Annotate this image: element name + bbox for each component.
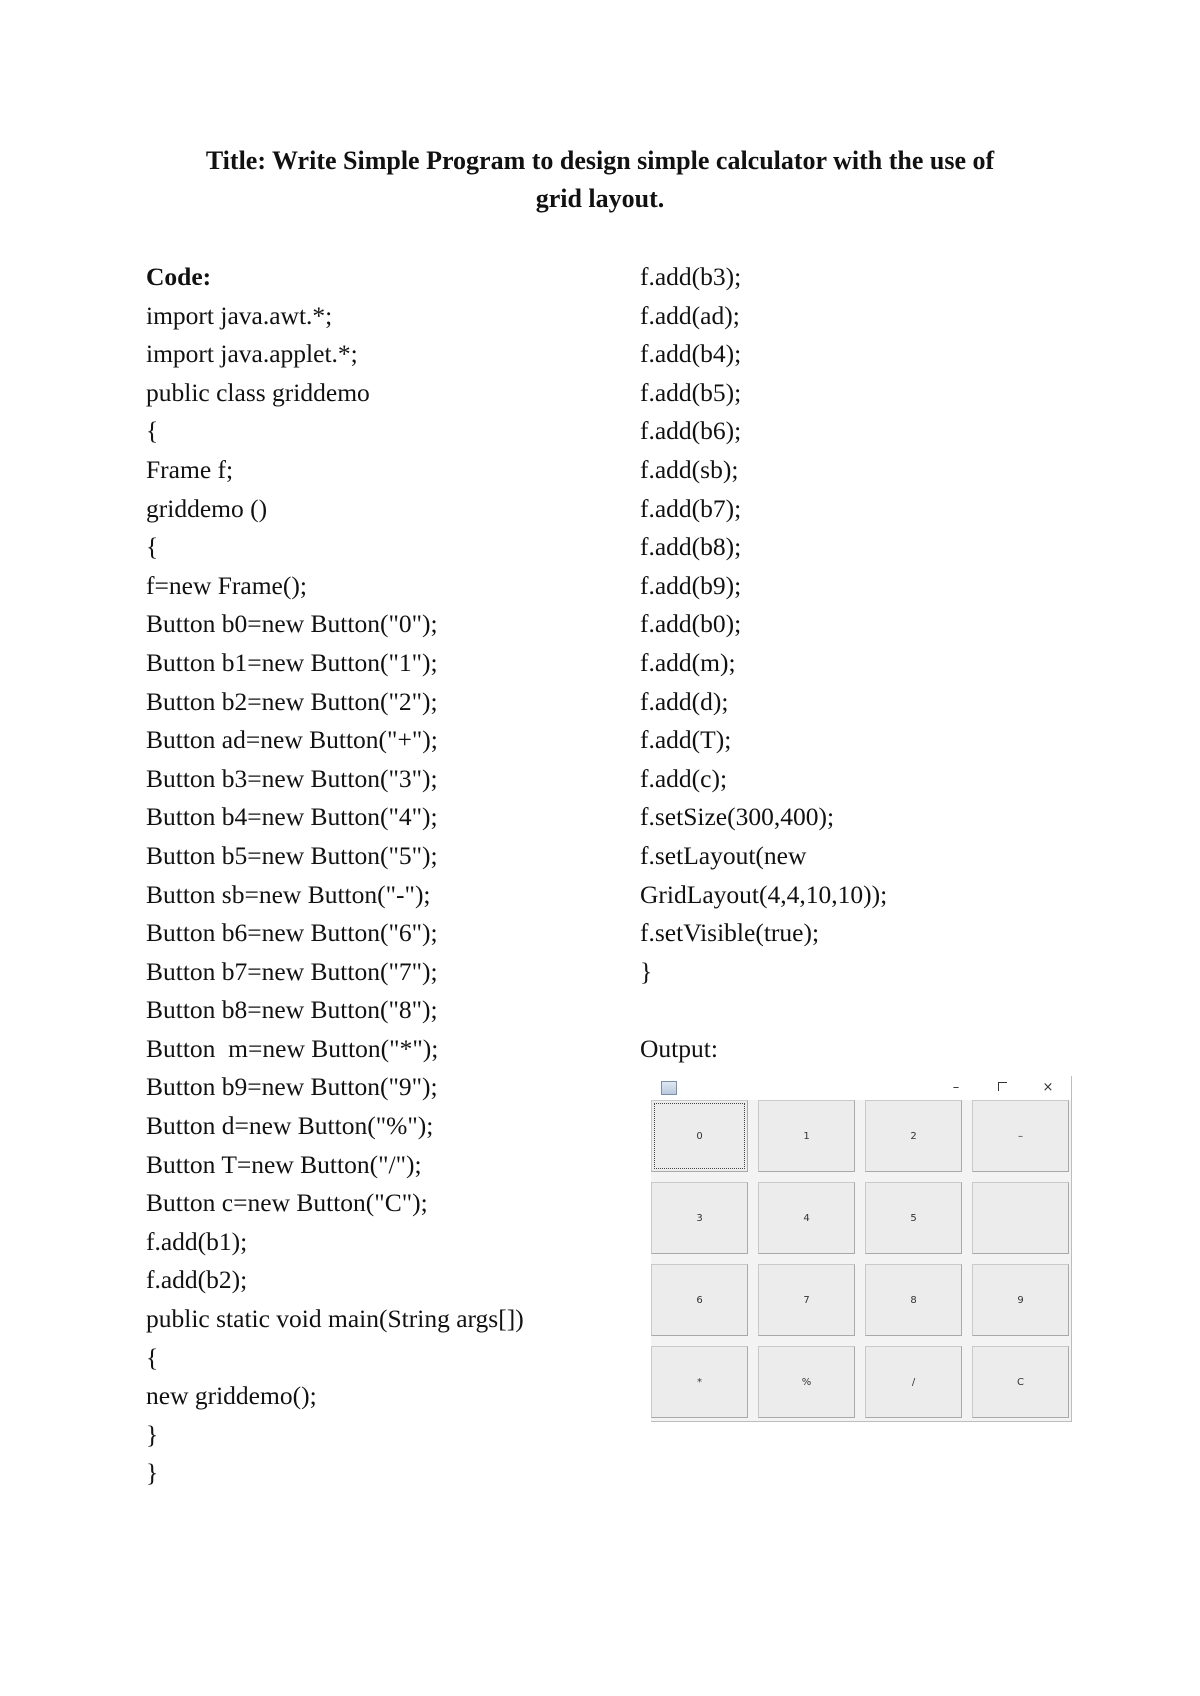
code-line: { [146,1342,159,1372]
code-line: Button m=new Button("*"); [146,1033,439,1063]
code-line: Button b5=new Button("5"); [146,840,438,870]
calculator-button[interactable]: 5 [865,1182,962,1254]
code-line: Frame f; [146,454,234,484]
code-line: Button c=new Button("C"); [146,1188,428,1218]
code-line: Button b3=new Button("3"); [146,763,438,793]
code-line: public class griddemo [146,377,370,407]
code-line: } [640,956,653,986]
code-line: Code: [146,262,212,291]
code-line: Button b2=new Button("2"); [146,686,438,716]
code-line: Button b1=new Button("1"); [146,647,438,677]
code-line: f.add(ad); [640,300,740,330]
code-line: Button b8=new Button("8"); [146,995,438,1025]
code-line: f.setLayout(new [640,840,807,870]
code-line: Button b7=new Button("7"); [146,956,438,986]
calculator-button[interactable]: – [972,1100,1069,1172]
calculator-button[interactable]: 7 [758,1264,855,1336]
calculator-button[interactable]: * [651,1346,748,1418]
calculator-button[interactable]: 9 [972,1264,1069,1336]
calculator-button[interactable]: 8 [865,1264,962,1336]
code-line: f.add(b1); [146,1226,248,1256]
code-line: new griddemo(); [146,1381,317,1411]
code-line: GridLayout(4,4,10,10)); [640,879,888,909]
code-line: } [146,1458,159,1488]
code-line: f.add(b0); [640,609,742,639]
calculator-button[interactable]: / [865,1346,962,1418]
calculator-button[interactable]: 1 [758,1100,855,1172]
code-line: f.add(m); [640,647,736,677]
code-listing-right [640,258,887,991]
code-line: f.add(b3); [640,262,742,291]
code-line: } [146,1419,159,1449]
code-line: f.add(b4); [640,339,742,369]
code-line: f.add(b8); [640,532,742,562]
app-window-icon [661,1081,677,1095]
code-line: f=new Frame(); [146,570,307,600]
calculator-button[interactable]: 3 [651,1182,748,1254]
calculator-button[interactable]: % [758,1346,855,1418]
code-line: Button b9=new Button("9"); [146,1072,438,1102]
calculator-button[interactable]: C [972,1346,1069,1418]
code-line: f.setSize(300,400); [640,802,835,832]
code-line: import java.applet.*; [146,339,358,369]
title-line-1: Title: Write Simple Program to design simple calculator with the use of [205,146,995,175]
close-icon[interactable]: × [1042,1080,1054,1095]
code-line: import java.awt.*; [146,300,333,330]
calculator-button[interactable]: 0 [651,1100,748,1172]
code-line: f.add(b7); [640,493,742,523]
calculator-button[interactable]: 6 [651,1264,748,1336]
output-label: Output: [640,1034,718,1063]
code-listing-left [146,258,524,1493]
code-line: Button b6=new Button("6"); [146,918,438,948]
code-line: { [146,532,159,562]
code-line: Button b4=new Button("4"); [146,802,438,832]
code-line: Button d=new Button("%"); [146,1111,434,1141]
code-line: { [146,416,159,446]
code-line: Button ad=new Button("+"); [146,725,438,755]
code-line: Button b0=new Button("0"); [146,609,438,639]
code-line: Button sb=new Button("-"); [146,879,431,909]
code-line: f.add(T); [640,725,732,755]
title-line-2: grid layout. [535,184,665,213]
code-line: f.add(b6); [640,416,742,446]
code-line: f.add(c); [640,763,728,793]
code-line: griddemo () [146,493,268,523]
code-line: f.add(sb); [640,454,739,484]
window-title-bar [651,1076,1071,1100]
code-line: f.add(d); [640,686,729,716]
calculator-button[interactable] [972,1182,1069,1254]
page-title [150,142,1050,218]
minimize-icon[interactable]: – [952,1080,960,1095]
code-line: Button T=new Button("/"); [146,1149,422,1179]
code-line: public static void main(String args[]) [146,1304,524,1334]
code-line: f.setVisible(true); [640,918,820,948]
calculator-button-grid [651,1100,1069,1418]
code-line: f.add(b9); [640,570,742,600]
calculator-window-screenshot [651,1076,1072,1422]
code-line: f.add(b2); [146,1265,248,1295]
maximize-icon[interactable] [979,1076,1025,1100]
code-line: f.add(b5); [640,377,742,407]
calculator-button[interactable]: 2 [865,1100,962,1172]
calculator-button[interactable]: 4 [758,1182,855,1254]
